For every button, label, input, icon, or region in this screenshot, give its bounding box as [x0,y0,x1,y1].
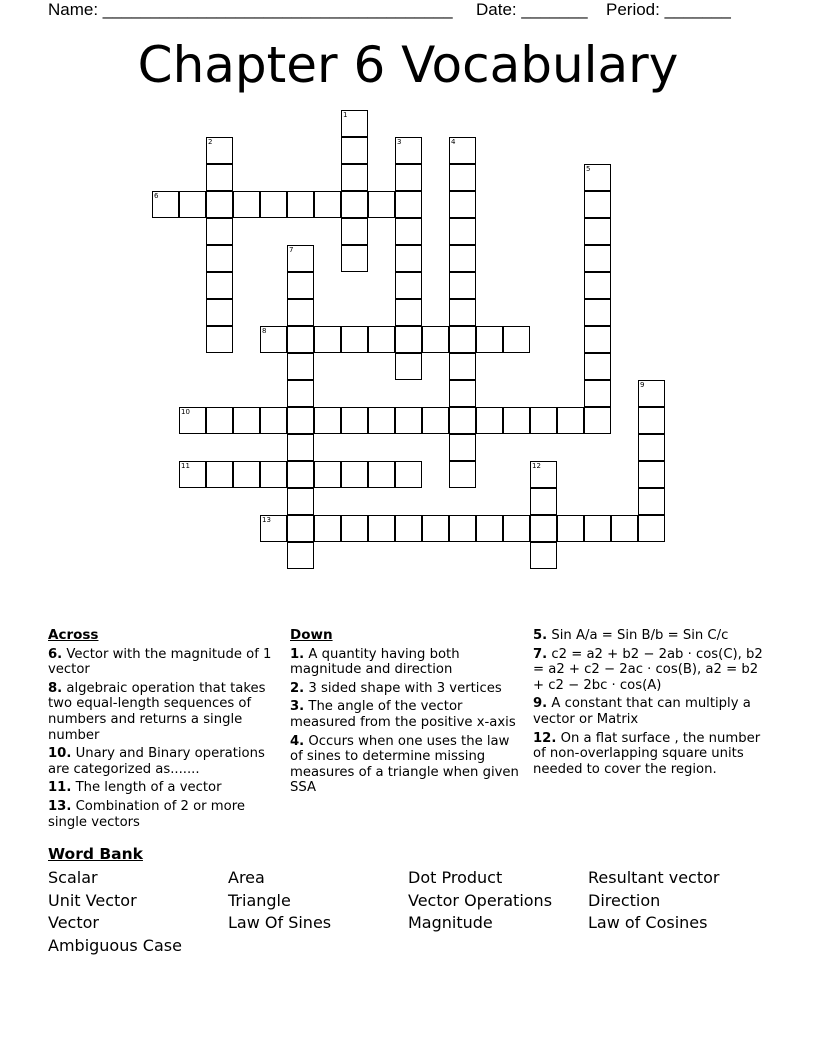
crossword-cell[interactable] [206,407,233,434]
word-bank-item: Unit Vector [48,890,137,910]
crossword-cell[interactable] [368,326,395,353]
word-bank [48,867,768,957]
crossword-cell[interactable] [206,218,233,245]
crossword-cell[interactable] [341,218,368,245]
crossword-cell[interactable] [341,326,368,353]
word-bank-title: Word Bank [48,845,143,863]
crossword-cell[interactable] [638,380,665,407]
clue-down-5: 5. Sin A/a = Sin B/b = Sin C/c [533,628,729,643]
clue-across-13: 13. Combination of 2 or more single vectors [48,798,245,830]
crossword-cell[interactable] [557,407,584,434]
crossword-cell[interactable] [503,407,530,434]
word-bank-item: Triangle [228,890,291,910]
clue-down-1: 1. A quantity having both magnitude and direction [290,646,460,678]
crossword-cell[interactable] [449,299,476,326]
crossword-cell[interactable] [206,461,233,488]
name-field[interactable]: Name: _____________________________________ [48,0,453,19]
crossword-cell[interactable] [233,191,260,218]
crossword-cell[interactable] [368,461,395,488]
down-heading: Down [290,627,333,643]
crossword-cell[interactable] [287,515,314,542]
crossword-cell[interactable] [206,191,233,218]
crossword-cell[interactable] [341,245,368,272]
clue-across-11: 11. The length of a vector [48,780,222,796]
crossword-cell[interactable] [341,191,368,218]
clue-across-10: 10. Unary and Binary operations are categorized as....... [48,746,265,777]
crossword-cell[interactable] [449,326,476,353]
crossword-cell[interactable] [395,137,422,164]
word-bank-item: Law Of Sines [228,913,332,933]
down-clues-continued [533,628,769,780]
clue-number: 4 [451,138,456,146]
clue-number: 7 [289,246,294,254]
crossword-cell[interactable] [449,407,476,434]
crossword-cell[interactable] [503,515,530,542]
crossword-cell[interactable] [449,461,476,488]
word-bank-item: Magnitude [408,913,493,933]
clue-across-6: 6. Vector with the magnitude of 1 vector [48,646,272,678]
clue-across-8: 8. algebraic operation that takes two equal-length sequences of numbers and returns a single number [48,680,266,743]
crossword-cell[interactable] [503,326,530,353]
clue-number: 13 [262,516,271,524]
clue-number: 11 [181,462,190,470]
crossword-cell[interactable] [314,461,341,488]
page-title: Chapter 6 Vocabulary [137,36,679,94]
crossword-cell[interactable] [449,434,476,461]
crossword-cell[interactable] [152,191,179,218]
crossword-cell[interactable] [584,326,611,353]
crossword-cell[interactable] [584,218,611,245]
crossword-cell[interactable] [287,245,314,272]
word-bank-item: Ambiguous Case [48,935,182,955]
crossword-cell[interactable] [449,245,476,272]
crossword-cell[interactable] [449,191,476,218]
crossword-cell[interactable] [584,515,611,542]
word-bank-item: Direction [588,890,661,910]
word-bank-item: Vector Operations [408,890,553,910]
crossword-cell[interactable] [179,407,206,434]
clue-number: 12 [532,462,541,470]
crossword-cell[interactable] [206,272,233,299]
crossword-cell[interactable] [449,380,476,407]
crossword-cell[interactable] [611,515,638,542]
crossword-cell[interactable] [530,461,557,488]
clue-down-4: 4. Occurs when one uses the law of sines to determine missing measures of a triangle when given SSA [290,733,519,796]
crossword-cell[interactable] [341,407,368,434]
crossword-cell[interactable] [287,380,314,407]
clue-down-2: 2. 3 sided shape with 3 vertices [290,680,502,696]
clue-number: 2 [208,138,213,146]
crossword-cell[interactable] [449,272,476,299]
crossword-cell[interactable] [206,326,233,353]
crossword-cell[interactable] [422,515,449,542]
word-bank-item: Law of Cosines [588,913,708,933]
crossword-cell[interactable] [395,353,422,380]
crossword-cell[interactable] [557,515,584,542]
crossword-cell[interactable] [368,515,395,542]
crossword-cell[interactable] [260,191,287,218]
crossword-cell[interactable] [341,461,368,488]
clue-down-7: 7. c2 = a2 + b2 − 2ab · cos(C), b2 = a2 + c2 − 2ac · cos(B), a2 = b2 + c2 − 2bc · cos(A) [533,646,763,693]
crossword-cell[interactable] [584,164,611,191]
crossword-cell[interactable] [314,515,341,542]
crossword-cell[interactable] [314,191,341,218]
crossword-cell[interactable] [395,191,422,218]
crossword-cell[interactable] [584,353,611,380]
crossword-cell[interactable] [449,164,476,191]
crossword-cell[interactable] [341,164,368,191]
crossword-cell[interactable] [395,218,422,245]
crossword-cell[interactable] [206,164,233,191]
crossword-cell[interactable] [287,326,314,353]
crossword-cell[interactable] [233,461,260,488]
crossword-cell[interactable] [260,407,287,434]
word-bank-item: Scalar [48,868,98,887]
crossword-cell[interactable] [638,461,665,488]
word-bank-item: Vector [48,913,99,933]
word-bank-item: Resultant vector [588,868,720,887]
crossword-cell[interactable] [179,461,206,488]
crossword-cell[interactable] [341,515,368,542]
crossword-cell[interactable] [341,110,368,137]
crossword-cell[interactable] [287,272,314,299]
crossword-cell[interactable] [638,515,665,542]
crossword-cell[interactable] [395,245,422,272]
crossword-cell[interactable] [260,326,287,353]
crossword-cell[interactable] [476,515,503,542]
clue-number: 8 [262,327,267,335]
crossword-cell[interactable] [638,434,665,461]
crossword-cell[interactable] [287,434,314,461]
crossword-cell[interactable] [287,299,314,326]
crossword-cell[interactable] [395,299,422,326]
across-heading: Across [48,627,99,643]
clue-number: 9 [640,381,645,389]
crossword-cell[interactable] [287,488,314,515]
clue-number: 3 [397,138,402,146]
crossword-cell[interactable] [530,542,557,569]
crossword-cell[interactable] [314,326,341,353]
crossword-cell[interactable] [584,191,611,218]
crossword-cell[interactable] [584,380,611,407]
crossword-cell[interactable] [476,407,503,434]
crossword-cell[interactable] [287,407,314,434]
crossword-cell[interactable] [341,137,368,164]
crossword-cell[interactable] [206,137,233,164]
crossword-cell[interactable] [422,407,449,434]
crossword-cell[interactable] [449,353,476,380]
crossword-cell[interactable] [449,218,476,245]
crossword-cell[interactable] [287,353,314,380]
crossword-cell[interactable] [395,407,422,434]
clue-number: 6 [154,192,159,200]
clue-number: 1 [343,111,348,119]
crossword-cell[interactable] [395,326,422,353]
crossword-cell[interactable] [287,191,314,218]
crossword-cell[interactable] [287,542,314,569]
crossword-cell[interactable] [530,488,557,515]
crossword-cell[interactable] [584,245,611,272]
clue-number: 10 [181,408,190,416]
crossword-cell[interactable] [395,164,422,191]
crossword-cell[interactable] [449,137,476,164]
crossword-cell[interactable] [368,191,395,218]
clue-down-12: 12. On a flat surface , the number of non-overlapping square units needed to cover the region. [533,730,761,777]
crossword-cell[interactable] [584,299,611,326]
clue-down-3: 3. The angle of the vector measured from the positive x-axis [290,699,516,730]
crossword-cell[interactable] [449,515,476,542]
across-clues [48,628,278,833]
clue-number: 5 [586,165,591,173]
crossword-cell[interactable] [260,515,287,542]
crossword-cell[interactable] [395,461,422,488]
word-bank-item: Dot Product [408,868,503,887]
crossword-cell[interactable] [476,326,503,353]
crossword-cell[interactable] [395,272,422,299]
crossword-cell[interactable] [314,407,341,434]
clue-down-9: 9. A constant that can multiply a vector or Matrix [533,696,751,727]
crossword-cell[interactable] [422,326,449,353]
crossword-cell[interactable] [179,191,206,218]
crossword-cell[interactable] [395,515,422,542]
crossword-cell[interactable] [638,488,665,515]
word-bank-item: Area [228,868,265,887]
crossword-cell[interactable] [206,299,233,326]
period-field[interactable]: Period: _______ [606,0,731,19]
crossword-cell[interactable] [638,407,665,434]
crossword-cell[interactable] [584,272,611,299]
crossword-cell[interactable] [530,515,557,542]
crossword-cell[interactable] [584,407,611,434]
crossword-cell[interactable] [233,407,260,434]
date-field[interactable]: Date: _______ [476,0,588,19]
crossword-cell[interactable] [530,407,557,434]
crossword-cell[interactable] [368,407,395,434]
crossword-cell[interactable] [260,461,287,488]
down-clues [290,628,525,799]
crossword-cell[interactable] [287,461,314,488]
crossword-cell[interactable] [206,245,233,272]
